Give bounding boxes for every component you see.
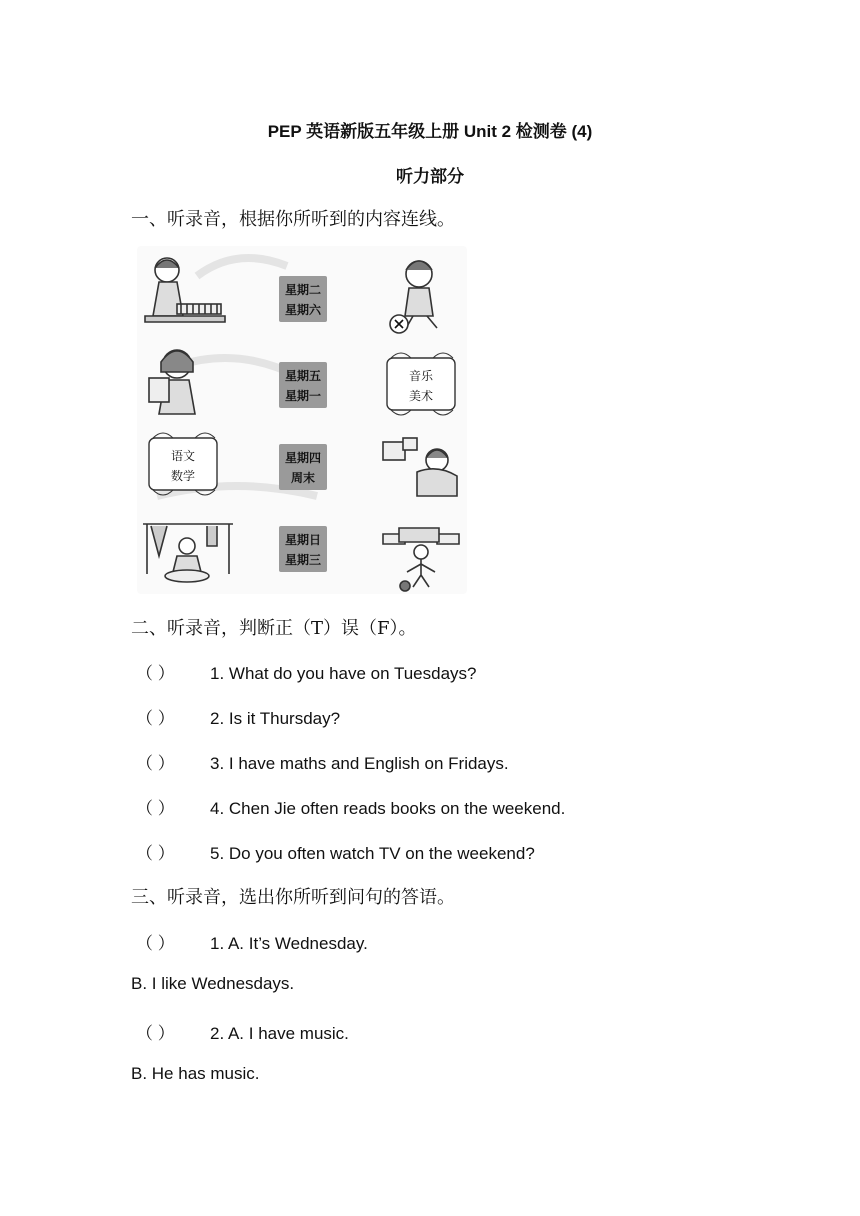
answer-blank[interactable]: （ ） — [136, 1024, 175, 1043]
matching-figure-svg — [137, 246, 467, 594]
tf-question-2 — [136, 704, 340, 729]
day-label-group-3 — [279, 444, 327, 490]
girl-reading-book-icon — [149, 350, 195, 414]
tf-question-4 — [136, 794, 565, 819]
matching-figure — [137, 246, 467, 594]
girl-cleaning-room-icon — [383, 528, 459, 591]
boy-playing-football-icon — [390, 261, 437, 333]
choice-question-1 — [136, 929, 368, 954]
tf-question-3 — [136, 749, 509, 774]
section-3-heading: 三、听录音，选出你所听到问句的答语。 — [131, 887, 455, 908]
day-label-group-4 — [279, 526, 327, 572]
answer-blank[interactable]: （ ） — [136, 844, 175, 863]
option-b: B. I like Wednesdays. — [131, 974, 295, 993]
day-label-group-1 — [279, 276, 327, 322]
option-a: 1. A. It’s Wednesday. — [210, 934, 368, 953]
day-label: 星期日 — [284, 533, 322, 547]
subject-label: 语文 — [170, 449, 196, 463]
day-label-group-2 — [279, 362, 327, 408]
answer-blank[interactable]: （ ） — [136, 709, 175, 728]
subject-frame-chinese-maths — [149, 433, 217, 495]
section-2-heading: 二、听录音，判断正（T）误（F）。 — [131, 618, 417, 639]
tf-question-1 — [136, 659, 477, 684]
option-a: 2. A. I have music. — [210, 1024, 349, 1043]
day-label: 周末 — [290, 471, 316, 485]
option-b: B. He has music. — [131, 1064, 260, 1083]
day-label: 星期五 — [284, 369, 322, 383]
day-label: 星期六 — [284, 303, 322, 317]
tf-question-5 — [136, 839, 535, 864]
question-text: 4. Chen Jie often reads books on the weekend. — [210, 799, 566, 818]
answer-blank[interactable]: （ ） — [136, 754, 175, 773]
question-text: 2. Is it Thursday? — [210, 709, 341, 728]
day-label: 星期三 — [284, 553, 322, 567]
question-text: 5. Do you often watch TV on the weekend? — [210, 844, 535, 863]
page-title: PEP 英语新版五年级上册 Unit 2 检测卷 (4) — [267, 122, 593, 141]
question-text: 1. What do you have on Tuesdays? — [210, 664, 477, 683]
page-subtitle: 听力部分 — [396, 167, 464, 186]
section-1-heading: 一、听录音，根据你所听到的内容连线。 — [131, 209, 455, 230]
day-label: 星期四 — [284, 451, 322, 465]
subject-frame-music-art — [387, 353, 455, 415]
subject-label: 音乐 — [408, 369, 434, 383]
subject-label: 美术 — [408, 389, 434, 403]
day-label: 星期二 — [284, 283, 322, 297]
answer-blank[interactable]: （ ） — [136, 799, 175, 818]
question-text: 3. I have maths and English on Fridays. — [210, 754, 509, 773]
subject-label: 数学 — [170, 469, 196, 483]
choice-question-2 — [136, 1019, 349, 1044]
girl-washing-clothes-icon — [143, 524, 233, 582]
answer-blank[interactable]: （ ） — [136, 664, 175, 683]
girl-watching-tv-icon — [383, 438, 457, 496]
day-label: 星期一 — [284, 389, 322, 403]
answer-blank[interactable]: （ ） — [136, 934, 175, 953]
